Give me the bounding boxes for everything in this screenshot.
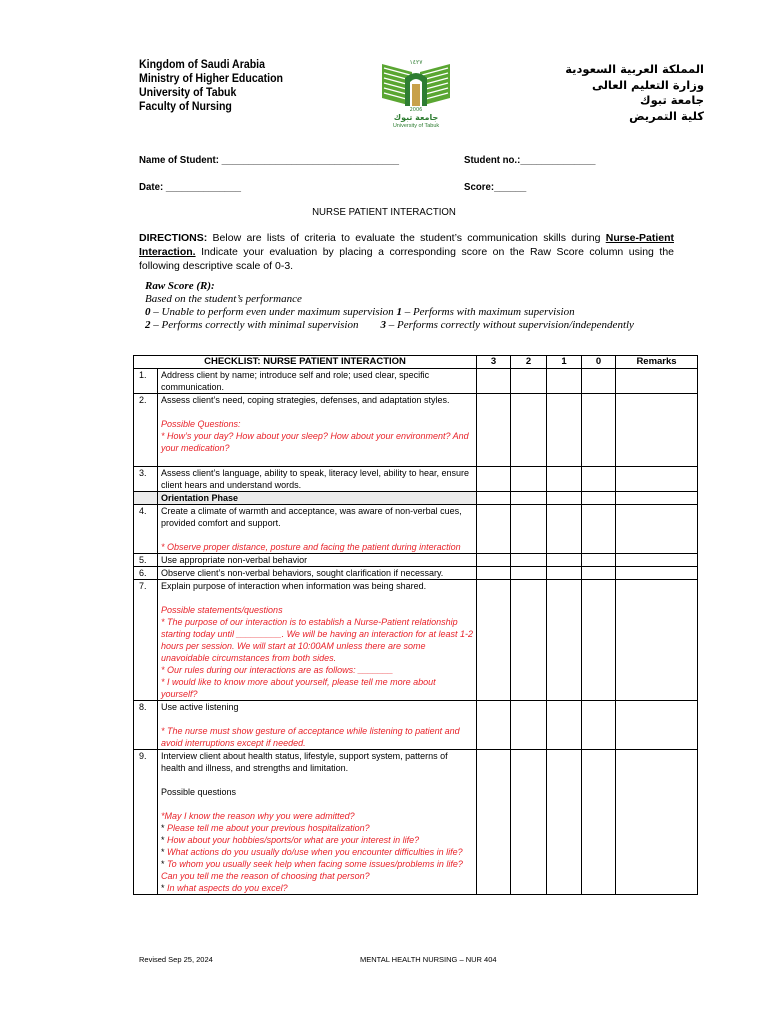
criterion-main: Assess client’s language, ability to speak, literacy level, ability to hear, ensure client hears and understand words. [161, 468, 469, 490]
score-cell-2[interactable] [511, 369, 547, 394]
header-ministry-ar: وزارة التعليم العالى [591, 77, 704, 92]
score-cell-1[interactable] [547, 554, 582, 567]
score-3-header: 3 [477, 356, 511, 369]
score-3-desc: – Performs correctly without supervision/independently [385, 319, 634, 331]
row-number: 9. [134, 750, 158, 895]
raw-score-line-2 [145, 319, 634, 332]
row-number: 6. [134, 567, 158, 580]
score-cell-0[interactable] [582, 750, 616, 895]
directions-paragraph [139, 231, 674, 273]
document-title: NURSE PATIENT INTERACTION [312, 206, 456, 218]
score-cell-1[interactable] [547, 467, 582, 492]
criterion-main: Assess client’s need, coping strategies, defenses, and adaptation styles. [161, 395, 450, 405]
score-1-desc: – Performs with maximum supervision [401, 306, 575, 318]
criterion-text [158, 567, 477, 580]
raw-score-subheading: Based on the student’s performance [145, 293, 302, 305]
score-cell-1[interactable] [547, 369, 582, 394]
table-row [134, 467, 698, 492]
logo-year: 2006 [409, 107, 423, 113]
score-cell-2[interactable] [511, 750, 547, 895]
score-3-number: 3 [380, 319, 386, 331]
table-row [134, 750, 698, 895]
footer-revision: Revised Sep 25, 2024 [139, 955, 213, 964]
row-number: 4. [134, 505, 158, 554]
table-row [134, 567, 698, 580]
directions-text-2: Indicate your evaluation by placing a corresponding score on the Raw Score column using the following descriptive scale of 0-3. [139, 246, 674, 272]
header-faculty: Faculty of Nursing [139, 101, 232, 113]
score-cell-0[interactable] [582, 369, 616, 394]
score-cell-2[interactable] [511, 567, 547, 580]
date-field[interactable]: Date: ______________ [139, 181, 242, 193]
phase-row [134, 492, 698, 505]
score-cell-3[interactable] [477, 505, 511, 554]
criterion-sub-label: Possible questions [161, 787, 237, 797]
question-item-wrap: * Please tell me about your previous hospitalization? [161, 823, 370, 833]
table-row [134, 369, 698, 394]
checklist-header: CHECKLIST: NURSE PATIENT INTERACTION [134, 356, 477, 369]
remarks-cell[interactable] [616, 580, 698, 701]
criterion-main: Address client by name; introduce self and role; used clear, specific communication. [161, 370, 430, 392]
score-cell-1[interactable] [547, 701, 582, 750]
score-cell-3[interactable] [477, 394, 511, 467]
score-1-header: 1 [547, 356, 582, 369]
score-cell-0[interactable] [582, 580, 616, 701]
score-cell-3[interactable] [477, 467, 511, 492]
score-cell-0[interactable] [582, 467, 616, 492]
score-0-header: 0 [582, 356, 616, 369]
logo-arabic-name: جامعة تبوك [393, 113, 439, 122]
row-number: 1. [134, 369, 158, 394]
score-cell-0[interactable] [582, 567, 616, 580]
score-cell-2[interactable] [511, 394, 547, 467]
score-cell-3[interactable] [477, 750, 511, 895]
question-item: Please tell me about your previous hospitalization? [167, 823, 370, 833]
score-cell-0[interactable] [582, 554, 616, 567]
score-1-number: 1 [396, 306, 402, 318]
header-faculty-ar: كلية التمريض [629, 108, 704, 123]
criterion-text [158, 580, 477, 701]
row-number: 3. [134, 467, 158, 492]
table-row [134, 554, 698, 567]
row-number: 5. [134, 554, 158, 567]
criterion-main: Use active listening [161, 702, 239, 712]
score-cell-1[interactable] [547, 567, 582, 580]
row-number: 7. [134, 580, 158, 701]
criterion-main: Interview client about health status, lifestyle, support system, patterns of health and illness, and strengths and limitation. [161, 751, 448, 773]
criterion-text [158, 369, 477, 394]
score-cell-2[interactable] [511, 554, 547, 567]
score-cell-3[interactable] [477, 567, 511, 580]
header-university-ar: جامعة تبوك [640, 93, 704, 107]
raw-score-line-1 [145, 306, 634, 319]
criterion-red-text-3: * I would like to know more about yourself, please tell me more about yourself? [161, 677, 436, 699]
criterion-text [158, 554, 477, 567]
header-left-block [139, 58, 283, 114]
remarks-cell[interactable] [616, 554, 698, 567]
header-kingdom-ar: المملكة العربية السعودية [565, 62, 704, 76]
raw-score-heading: Raw Score (R): [145, 280, 215, 292]
remarks-cell[interactable] [616, 467, 698, 492]
score-field[interactable]: Score:______ [464, 181, 527, 193]
criterion-red-text: * How’s your day? How about your sleep? How about your environment? And your medication? [161, 431, 469, 453]
logo-english-name: University of Tabuk [392, 123, 440, 128]
table-row [134, 580, 698, 701]
header-ministry: Ministry of Higher Education [139, 73, 284, 85]
raw-score-legend [145, 280, 634, 332]
university-logo [374, 56, 458, 128]
question-item: What actions do you usually do/use when you encounter difficulties in life? [167, 847, 463, 857]
question-item: *May I know the reason why you were admitted? [161, 811, 355, 821]
question-item: To whom you usually seek help when facing some issues/problems in life? Can you tell me the reason of choosing that person? [161, 859, 463, 881]
question-item: How about your hobbies/sports/or what are your interest in life? [167, 835, 420, 845]
criterion-text [158, 467, 477, 492]
criterion-red-text: * The nurse must show gesture of acceptance while listening to patient and avoid interruptions except if needed. [161, 726, 460, 748]
score-cell-2[interactable] [511, 467, 547, 492]
phase-label: Orientation Phase [158, 492, 477, 505]
remarks-header: Remarks [616, 356, 698, 369]
score-2-number: 2 [145, 319, 151, 331]
criterion-text [158, 750, 477, 895]
score-cell-1[interactable] [547, 394, 582, 467]
table-row [134, 394, 698, 467]
remarks-cell[interactable] [616, 750, 698, 895]
criterion-text [158, 505, 477, 554]
header-right-block [565, 62, 704, 124]
question-item: In what aspects do you excel? [167, 883, 288, 893]
directions-emphasis: Nurse-Patient Interaction. [139, 232, 674, 258]
score-cell-1[interactable] [547, 505, 582, 554]
score-2-header: 2 [511, 356, 547, 369]
score-cell-2[interactable] [511, 505, 547, 554]
remarks-cell[interactable] [616, 369, 698, 394]
table-row [134, 505, 698, 554]
logo-year-hijri: ١٤٢٧ [409, 59, 423, 66]
student-name-field[interactable]: Name of Student: _________________________________ [139, 154, 399, 166]
row-number: 8. [134, 701, 158, 750]
score-2-desc: – Performs correctly with minimal supervision [150, 319, 359, 331]
score-cell-1[interactable] [547, 750, 582, 895]
question-item-wrap: * What actions do you usually do/use when you encounter difficulties in life? [161, 847, 463, 857]
criterion-red-text-2: * Our rules during our interactions are as follows: _______ [161, 665, 394, 675]
score-0-number: 0 [145, 306, 151, 318]
remarks-cell[interactable] [616, 567, 698, 580]
score-cell-2[interactable] [511, 580, 547, 701]
score-cell-0[interactable] [582, 701, 616, 750]
university-book-gate-logo-icon [374, 56, 458, 128]
score-cell-3[interactable] [477, 554, 511, 567]
score-0-desc: – Unable to perform even under maximum supervision [150, 306, 397, 318]
score-cell-1[interactable] [547, 580, 582, 701]
score-cell-0[interactable] [582, 394, 616, 467]
criterion-main: Observe client’s non-verbal behaviors, sought clarification if necessary. [161, 568, 444, 578]
remarks-cell[interactable] [616, 505, 698, 554]
checklist-table [133, 355, 698, 895]
criterion-text [158, 394, 477, 467]
directions-label: DIRECTIONS: [139, 232, 208, 244]
remarks-cell[interactable] [616, 701, 698, 750]
score-cell-2[interactable] [511, 701, 547, 750]
header-university: University of Tabuk [139, 87, 237, 99]
row-number: 2. [134, 394, 158, 467]
criterion-red-label: Possible statements/questions [161, 605, 283, 615]
score-cell-3[interactable] [477, 701, 511, 750]
table-header-row [134, 356, 698, 369]
score-cell-0[interactable] [582, 505, 616, 554]
criterion-red-text: * The purpose of our interaction is to establish a Nurse-Patient relationship starting today until _________. We will be having an interaction for at least 1-2 hours per session. We will start at 10:00AM unless there are some unavoidable circumstances from both sides. [161, 617, 474, 663]
question-item-wrap: * How about your hobbies/sports/or what are your interest in life? [161, 835, 420, 845]
criterion-main: Create a climate of warmth and acceptance, was aware of non-verbal cues, provided comfort and support. [161, 506, 462, 528]
criterion-red-label: Possible Questions: [161, 419, 241, 429]
score-cell-3[interactable] [477, 580, 511, 701]
directions-text-1: Below are lists of criteria to evaluate the student’s communication skills during [207, 232, 606, 244]
footer-course: MENTAL HEALTH NURSING – NUR 404 [360, 955, 497, 964]
remarks-cell[interactable] [616, 394, 698, 467]
question-item-wrap: * In what aspects do you excel? [161, 883, 288, 893]
table-row [134, 701, 698, 750]
question-item-wrap: * To whom you usually seek help when facing some issues/problems in life? Can you tell me the reason of choosing that person? [161, 859, 463, 881]
criterion-main: Use appropriate non-verbal behavior [161, 555, 308, 565]
student-number-field[interactable]: Student no.:______________ [464, 154, 596, 166]
criterion-red-text: * Observe proper distance, posture and facing the patient during interaction [161, 542, 461, 552]
criterion-text [158, 701, 477, 750]
header-kingdom: Kingdom of Saudi Arabia [139, 59, 265, 71]
criterion-main: Explain purpose of interaction when information was being shared. [161, 581, 427, 591]
score-cell-3[interactable] [477, 369, 511, 394]
